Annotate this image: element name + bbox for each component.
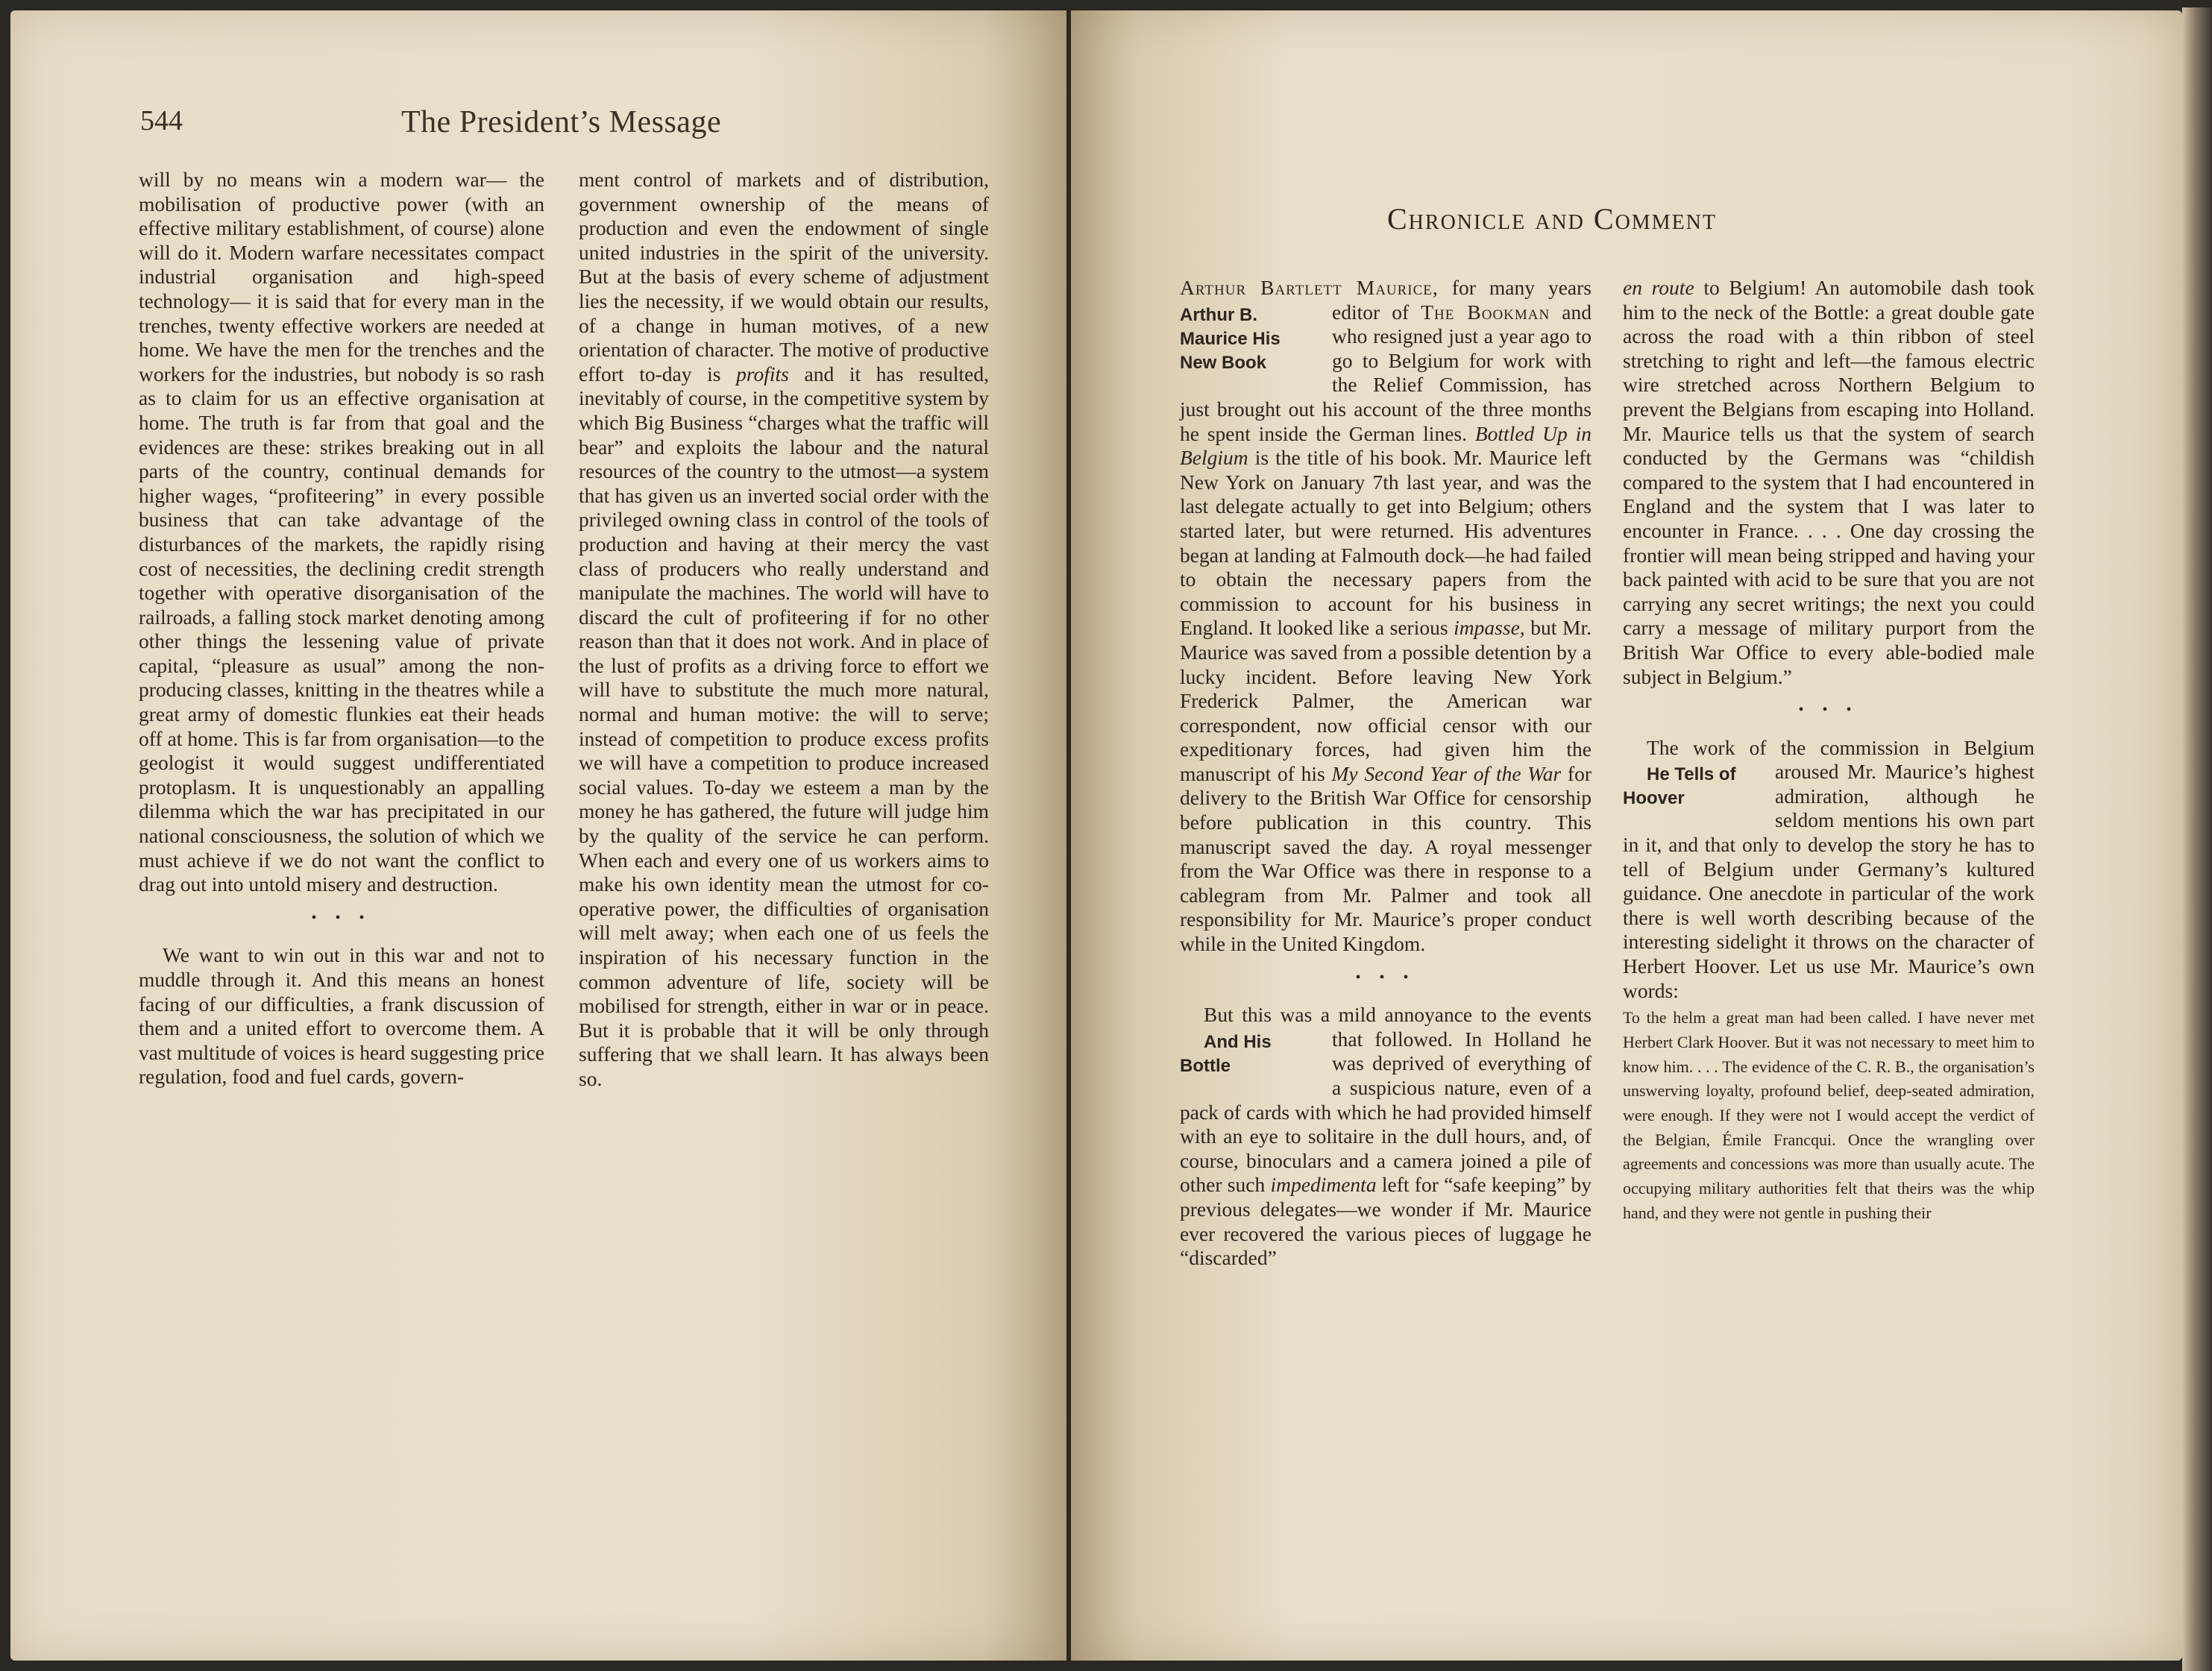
side-heading: Arthur B. Maurice His New Book — [1180, 304, 1281, 373]
paragraph: We want to win out in this war and not to muddle through it. And this means an honest facing of our difficulties, a frank discussion of them and a united effort to overcome them. A vast multitude of voices is heard suggesting price regulation, food and fuel cards, govern- — [139, 943, 544, 1089]
paragraph — [1623, 736, 2035, 1004]
author-name: Arthur Bartlett Maurice, — [1180, 276, 1439, 299]
right-column-2 — [1623, 276, 2035, 1226]
section-separator: • • • — [1355, 969, 1416, 986]
side-heading: He Tells of Hoover — [1623, 764, 1736, 809]
magazine-name: The Bookman — [1421, 300, 1550, 324]
paragraph — [1623, 276, 2035, 689]
paragraph — [1180, 1003, 1592, 1271]
side-heading: And His Bottle — [1180, 1031, 1272, 1076]
block-quote — [1623, 1006, 2035, 1225]
text-run: But this was a mild annoyance to the events that followed. In Holland he — [1204, 1003, 1592, 1051]
section-title: Chronicle and Comment — [1387, 202, 1718, 236]
text-run: for delivery to the British War Office for censorship before publication in this country. This manuscript saved the day. A royal messenger from the War Office was there in response to a cablegram from Mr. Palmer and took all responsibility for Mr. Maurice’s proper conduct while in the United Kingdom. — [1180, 761, 1592, 956]
text-run: to Belgium! An automobile dash took him to the neck of the Bottle: a great double gate across the road with a thin ribbon of steel stretching to right and left—the famous electric wire stretched across Northern Belgium to prevent the Belgians from escaping into Holland. Mr. Maurice tells us that the system of search conducted by the Germans was “childish compared to the system that I had encountered in England and the system that I was later to encounter in France. . . . One day crossing the frontier will mean being stripped and having your back painted with acid to be sure that you are not carrying any secret writings; the next you could carry a message of military purport from the British War Office to every able-bodied male subject in Belgium.” — [1623, 276, 2035, 688]
text-run: left for “safe keeping” by previous delegates—we wonder if Mr. Maurice ever recovered the various pieces of luggage he “discarded” — [1180, 1173, 1592, 1270]
text-run: for many years editor of — [1332, 276, 1592, 324]
text-run: and it has resulted, inevitably of course, in the competitive system by which Big Business “charges what the traffic will bear” and exploits the labour and the natural resources of the country to the utmost—a system that has given us an inverted social order with the privileged owning class in control of the tools of production and having at their mercy the vast class of producers who really understand and manipulate the machines. The world will have to discard the cult of profiteering if for no other reason than that it does not work. And in place of the lust of profits as a driving force to effort we will have to substitute the much more natural, normal and human motive: the will to serve; instead of competition to produce excess profits we will have a competition to produce increased social values. To-day we esteem a man by the money he has gathered, the future will judge him by the quality of the service he can perform. When each and every one of us workers aims to make his own identity mean the utmost for co-operative power, the difficulties of organisation will melt away; when each one of us feels the inspiration of his necessary function in the common adventure of life, society will be mobilised for strength, either in war or in peace. But it is probable that it will be only through suffering that we shall learn. It has always been so. — [579, 362, 989, 1090]
paragraph — [579, 168, 989, 1092]
text-run: ment control of markets and of distribution, government ownership of the means of production and even the endowment of single united industries in the spirit of the university. But at the basis of every scheme of adjustment lies the necessity, if we would obtain our results, of a change in human motives, of a new orientation of character. The motive of productive effort to-day is — [579, 168, 989, 386]
text-run: The work of the commission in Belgium aroused Mr. Maurice’s highest — [1647, 735, 2035, 784]
text-run: was deprived of everything of a suspicious nature, even of a pack of cards with which he had provided himself with an eye to solitaire in the dull hours, and, of course, binoculars and a camera joined a pile of other such — [1180, 1051, 1592, 1197]
book-title: My Second Year of the War — [1331, 761, 1562, 785]
book-edge — [2182, 7, 2212, 1671]
section-separator: • • • — [311, 909, 372, 926]
section-separator: • • • — [1798, 702, 1859, 719]
page-number: 544 — [140, 105, 183, 136]
text-run: admiration, although he seldom mentions his own part in it, and that only to develop the story he has to tell of Belgium under Germany’s kultured guidance. One anecdote in particular of the work there is well worth describing because of the interesting sidelight it throws on the character of Herbert Hoover. Let us use Mr. Maurice’s own words: — [1623, 784, 2035, 1002]
emphasis: profits — [736, 362, 789, 386]
text-run: but Mr. Maurice was saved from a possible detention by a lucky incident. Before leaving New York Frederick Palmer, the American war correspondent, now official censor with our expeditionary forces, had given him the manuscript of his — [1180, 616, 1592, 785]
paragraph — [1180, 276, 1592, 957]
emphasis: en route — [1623, 276, 1694, 299]
left-column-2 — [579, 168, 989, 1092]
running-head: The President’s Message — [401, 105, 722, 139]
book-title: Bottled Up in Belgium — [1180, 421, 1592, 470]
left-column-1 — [139, 168, 544, 1089]
right-column-1 — [1180, 276, 1592, 1271]
quote-text: To the helm a great man had been called. I have never met Herbert Clark Hoover. But it was not necessary to meet him to know him. . . . The evidence of the C. R. B., the organisation’s unswerving loyalty, profound belief, deep-seated admiration, were enough. If they were not I would accept the verdict of the Belgian, Émile Francqui. Once the wrangling over agreements and concessions was more than usually acute. The occupying military authorities felt that theirs was the whip hand, and they were not gentle in pushing their — [1623, 1008, 2035, 1222]
emphasis: impasse, — [1454, 616, 1525, 640]
emphasis: impedimenta — [1270, 1173, 1377, 1197]
paragraph: will by no means win a modern war— the mobilisation of productive power (with an effective military establishment, of course) alone will do it. Modern warfare necessitates compact industrial organisation and high-speed technology— it is said that for every man in the trenches, twenty effective workers are needed at home. We have the men for the trenches and the workers for the industries, but nobody is so rash as to claim for us an effective organisation at home. The truth is far from that goal and the evidences are these: strikes breaking out in all parts of the country, continual demands for higher wages, “profiteering” in every possible business that can take advantage of the disturbances of the markets, the rapidly rising cost of necessities, the declining credit strength together with operative disorganisation of the railroads, a falling stock market denoting among other things the lessening value of private capital, “pleasure as usual” among the non-producing classes, knitting in the theatres while a great army of domestic flunkies eat their heads off at home. This is far from organisation—to the geologist it would suggest undifferentiated protoplasm. It is unquestionably an appalling dilemma which the war has precipitated in our national consciousness, the solution of which we must achieve if we do not want the conflict to drag out into untold misery and destruction. — [139, 168, 544, 896]
text-run: and who resigned just a year ago to go to Belgium for work with the Relief Commission, has just brought out his account of the three months he spent inside the German lines. — [1180, 300, 1592, 445]
text-run: is the title of his book. Mr. Maurice left New York on January 7th last year, and was the last delegate actually to get into Belgium; others started later, but were returned. His adventures began at landing at Falmouth dock—he had failed to obtain the necessary papers from the commission to account for his business in England. It looked like a serious — [1180, 446, 1592, 640]
